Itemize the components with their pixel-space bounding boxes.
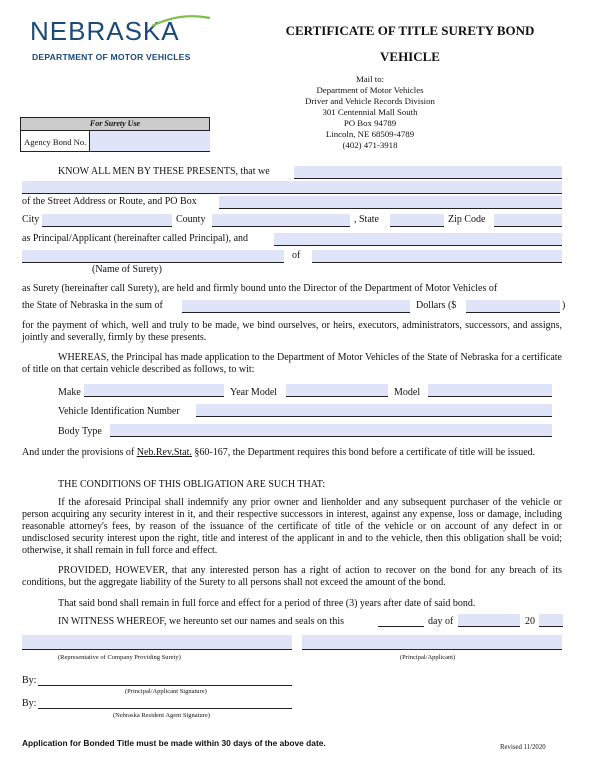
witness-text: IN WITNESS WHEREOF, we hereunto set our names and seals on this — [58, 616, 345, 627]
principal-applicant-field[interactable] — [302, 635, 562, 650]
street-label: of the Street Address or Route, and PO Box — [22, 196, 197, 207]
state-label: , State — [354, 214, 379, 225]
body-type-field[interactable] — [110, 424, 552, 437]
city-field[interactable] — [42, 214, 172, 227]
by-label-1: By: — [22, 675, 37, 686]
footer-notice: Application for Bonded Title must be made within 30 days of the above date. — [22, 738, 326, 748]
whereas-paragraph: WHEREAS, the Principal has made application to the Department of Motor Vehicles of the State of Nebraska for a certificate of title on that certain vehicle described as follows, to wit: — [22, 352, 562, 375]
agency-bond-field[interactable] — [89, 131, 210, 151]
make-field[interactable] — [84, 384, 224, 397]
remain-text: That said bond shall remain in full force and effect for a period of three (3) years after date of said bond. — [58, 598, 476, 609]
sum-amount-field[interactable] — [466, 300, 560, 313]
statute-link: Neb.Rev.Stat. — [136, 447, 192, 458]
witness-month-field[interactable] — [458, 614, 520, 627]
surety-field[interactable] — [274, 233, 562, 246]
revision-date: Revised 11/2020 — [500, 744, 546, 751]
make-label: Make — [58, 387, 81, 398]
mail-to-line: 301 Centennial Mall South — [322, 107, 418, 117]
principal-signature-label: (Principal/Applicant Signature) — [125, 688, 207, 695]
conditions-heading: THE CONDITIONS OF THIS OBLIGATION ARE SUCH THAT: — [58, 479, 326, 490]
dollars-close: ) — [562, 300, 566, 311]
provisions-paragraph: And under the provisions of Neb.Rev.Stat. §60-167, the Department requires this bond before a certificate of title will be issued. — [22, 447, 536, 458]
principal-role-text: as Principal/Applicant (hereinafter called Principal), and — [22, 233, 249, 244]
mail-to-line: PO Box 94789 — [343, 118, 397, 128]
provided-paragraph: PROVIDED, HOWEVER, that any interested person has a right of action to recover on the bond for any breach of its conditions, but the aggregate liability of the Surety to all persons shall not exceed the amount of the bond. — [22, 565, 562, 588]
year-model-field[interactable] — [286, 384, 388, 397]
mail-to-line: Department of Motor Vehicles — [316, 85, 424, 95]
by-label-2: By: — [22, 698, 37, 709]
indemnify-paragraph: If the aforesaid Principal shall indemnify any prior owner and lienholder and any subsequent purchaser of the vehicle or person acquiring any security interest in it, and their respective successors in interest, against any expense, loss or damage, including reasonable attorney's fees, by reason of the issuance of the certificate of title of the vehicle or on account of any defect in or undisclosed security interest upon the right, title and interest of the applicant in and to the vehicle, then this obligation shall be void; otherwise, it shall remain in full force and effect. — [22, 497, 562, 556]
vin-label: Vehicle Identification Number — [58, 406, 180, 417]
model-label: Model — [394, 387, 421, 398]
surety-representative-field[interactable] — [22, 635, 292, 650]
principal-name-field-2[interactable] — [22, 181, 562, 194]
agency-bond-label: Agency Bond No. — [24, 137, 87, 147]
year-prefix: 20 — [525, 616, 535, 627]
department-name: DEPARTMENT OF MOTOR VEHICLES — [32, 52, 191, 62]
of-label: of — [292, 250, 301, 261]
rep-label: (Representative of Company Providing Surety) — [58, 654, 181, 661]
logo-text: NEBRASKA — [30, 16, 180, 46]
year-model-label: Year Model — [230, 387, 278, 398]
form-title: CERTIFICATE OF TITLE SURETY BOND — [285, 23, 535, 38]
surety-name-field[interactable] — [22, 250, 284, 263]
county-field[interactable] — [212, 214, 350, 227]
sum-words-field[interactable] — [182, 300, 410, 313]
dollars-label: Dollars ($ — [416, 300, 457, 311]
logo-swoosh-icon — [150, 14, 212, 28]
body-type-label: Body Type — [58, 426, 102, 437]
vin-field[interactable] — [196, 404, 552, 417]
zip-label: Zip Code — [448, 214, 486, 225]
mail-to-line: Driver and Vehicle Records Division — [305, 96, 435, 106]
know-all-text: KNOW ALL MEN BY THESE PRESENTS, that we — [58, 166, 270, 177]
county-label: County — [176, 214, 206, 225]
model-field[interactable] — [428, 384, 552, 397]
witness-day-line[interactable] — [378, 626, 424, 627]
agent-signature-label: (Nebraska Resident Agent Signature) — [113, 712, 210, 719]
surety-text: as Surety (hereinafter call Surety), are held and firmly bound unto the Director of the Department of Motor Vehicles of — [22, 283, 498, 294]
witness-year-field[interactable] — [539, 614, 563, 627]
name-of-surety-label: (Name of Surety) — [92, 264, 162, 275]
surety-use-box — [20, 117, 210, 152]
city-label: City — [22, 214, 40, 225]
mail-to-line: (402) 471-3918 — [342, 140, 398, 150]
surety-box-header: For Surety Use — [21, 118, 209, 131]
zip-field[interactable] — [494, 214, 562, 227]
principal-name-field[interactable] — [294, 166, 562, 179]
state-field[interactable] — [390, 214, 444, 227]
street-address-field[interactable] — [219, 196, 562, 209]
state-sum-text: the State of Nebraska in the sum of — [22, 300, 163, 311]
mail-to-label: Mail to: — [355, 74, 385, 84]
surety-location-field[interactable] — [312, 250, 562, 263]
agent-signature-line[interactable] — [38, 708, 292, 709]
principal-label: (Principal/Applicant) — [400, 654, 456, 661]
payment-paragraph: for the payment of which, well and truly to be made, we bind ourselves, or heirs, executors, administrators, successors, and assigns, jointly and severally, firmly by these presents. — [22, 320, 562, 343]
form-subtitle: VEHICLE — [380, 49, 440, 64]
mail-to-line: Lincoln, NE 68509-4789 — [325, 129, 415, 139]
day-of-label: day of — [428, 616, 454, 627]
